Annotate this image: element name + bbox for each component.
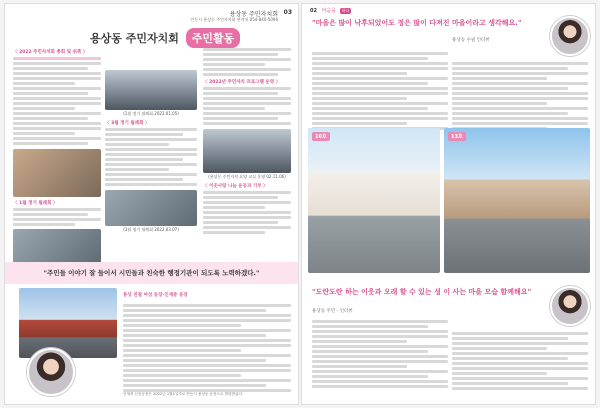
page-number: 02 bbox=[310, 8, 317, 14]
street-photo bbox=[444, 128, 590, 273]
left-column-3 bbox=[203, 46, 291, 236]
right-page bbox=[301, 3, 596, 405]
left-page-header bbox=[11, 7, 292, 25]
section-title: 용상동 주민자치회 bbox=[229, 11, 278, 18]
photo-tag-2: 13호 bbox=[448, 132, 466, 141]
col1-heading-2: 〈 1월 정기 월례회 〉 bbox=[13, 201, 58, 206]
col2-caption-2: (3월 정기 월례회 2022.03.07) bbox=[123, 227, 179, 232]
meeting-photo bbox=[13, 149, 101, 197]
right-page-header bbox=[310, 7, 351, 14]
interview-author: 용상 친절 여성 동장-인재중 동장 bbox=[123, 293, 188, 298]
title-prefix: 용상동 주민자치회 bbox=[90, 32, 179, 45]
photo-tag-1: 10호 bbox=[312, 132, 330, 141]
left-column-2 bbox=[105, 70, 197, 233]
alley-photo bbox=[308, 128, 440, 273]
quote-headline-2: "도란도란 하는 이웃과 오래 할 수 있는 성 이 사는 마을 모습 함께해요" bbox=[312, 288, 532, 296]
quote-signature-2: 용상동 주민 - 인터뷰 bbox=[312, 309, 353, 314]
community-center-photo bbox=[19, 288, 117, 358]
quote-band bbox=[5, 262, 298, 284]
pull-quote: "주민들 이야기 잘 들어서 시민들과 친숙한 행정기관이 되도록 노력하겠다." bbox=[43, 269, 260, 277]
right-text-col-4 bbox=[452, 330, 588, 392]
interviewee-portrait-1 bbox=[550, 16, 590, 56]
group-photo bbox=[105, 70, 197, 110]
page-title bbox=[90, 28, 240, 48]
right-text-col-3 bbox=[312, 318, 448, 390]
col3-heading: 〈 2022년 주민자치 프로그램 운영 〉 bbox=[203, 80, 281, 85]
dong-chief-portrait bbox=[27, 348, 75, 396]
col3-caption: (용상동 주민자치 요양 교실 운영 02.11.06) bbox=[208, 174, 286, 179]
interview-text bbox=[123, 302, 291, 394]
col1-heading: 〈 2022 주민자치회 총회 및 위촉 〉 bbox=[13, 50, 88, 55]
col2-heading: 〈 3월 정기 월례회 〉 bbox=[105, 121, 150, 126]
section-label: 마음을 bbox=[321, 8, 337, 14]
quote-headline-1: "마을은 많이 낙후되었어도 정은 많이 다져진 마을이라고 생각해요." bbox=[312, 19, 522, 27]
contact-line: 안동시 용상동 주민자치회 연락처 054-840-5096 bbox=[190, 17, 278, 22]
right-text-col-2 bbox=[452, 60, 588, 132]
class-photo bbox=[13, 229, 101, 263]
right-text-col-1 bbox=[312, 50, 448, 132]
col3-heading-2: 〈 이웃사랑 나눔 운동과 기부 〉 bbox=[203, 184, 268, 189]
section-tag: 하다 bbox=[341, 8, 350, 13]
quote-signature-1: 용상동 수필 인터뷰 bbox=[452, 38, 490, 43]
meeting-room-photo bbox=[105, 190, 197, 226]
left-column-1 bbox=[13, 46, 101, 270]
footnote: 인재중 신임동장은 2022년 1월1일자로 안동시 용상동 동장으로 발령받았다. bbox=[123, 392, 244, 396]
interviewee-portrait-2 bbox=[550, 286, 590, 326]
page-number: 03 bbox=[283, 9, 292, 16]
col2-caption-1: (1월 정기 월례회 2022.01.05) bbox=[123, 111, 179, 116]
magazine-spread bbox=[4, 3, 596, 405]
program-photo bbox=[203, 129, 291, 173]
left-page bbox=[4, 3, 299, 405]
title-badge: 주민활동 bbox=[186, 28, 241, 48]
